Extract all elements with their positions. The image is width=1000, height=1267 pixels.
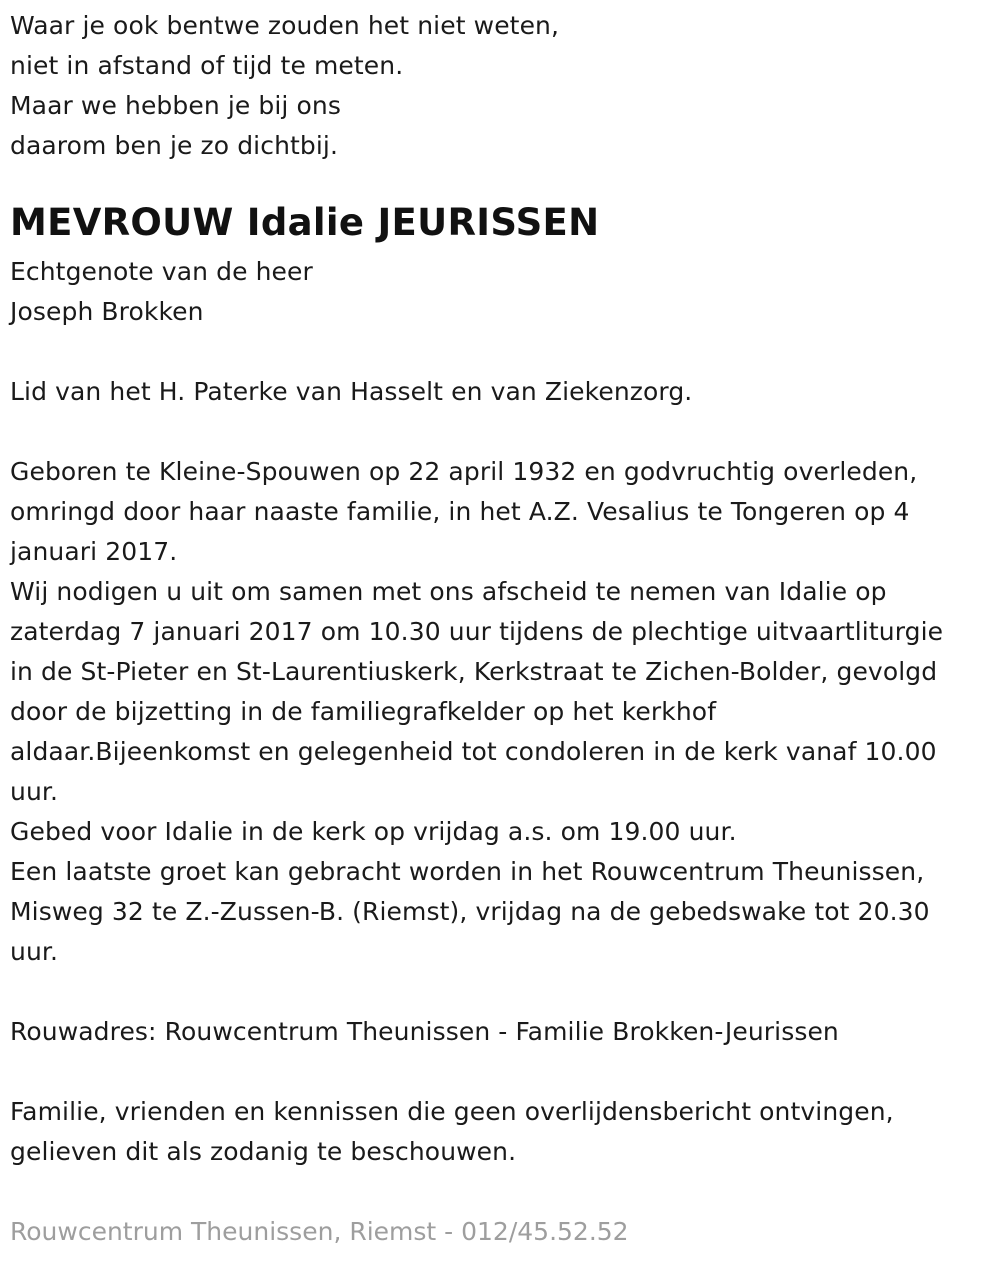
announcement [10,452,990,972]
spacer [10,972,990,1012]
spouse-line: Joseph Brokken [10,297,204,326]
announcement-line: uur. [10,937,59,966]
closing-line: Familie, vrienden en kennissen die geen overlijdensbericht ontvingen, [10,1097,894,1126]
spacer [10,412,990,452]
announcement-line: omringd door haar naaste familie, in het A.Z. Vesalius te Tongeren op 4 [10,497,910,526]
closing-note [10,1092,990,1172]
announcement-line: Een laatste groet kan gebracht worden in het Rouwcentrum Theunissen, [10,857,925,886]
announcement-line: aldaar.Bijeenkomst en gelegenheid tot condoleren in de kerk vanaf 10.00 [10,737,937,766]
announcement-line: Misweg 32 te Z.-Zussen-B. (Riemst), vrijdag na de gebedswake tot 20.30 [10,897,930,926]
announcement-line: januari 2017. [10,537,178,566]
announcement-line: zaterdag 7 januari 2017 om 10.30 uur tijdens de plechtige uitvaartliturgie [10,617,944,646]
announcement-line: Geboren te Kleine-Spouwen op 22 april 1932 en godvruchtig overleden, [10,457,918,486]
announcement-line: uur. [10,777,59,806]
poem-line: daarom ben je zo dichtbij. [10,131,339,160]
mourning-address: Rouwadres: Rouwcentrum Theunissen - Familie Brokken-Jeurissen [10,1017,839,1046]
membership-text: Lid van het H. Paterke van Hasselt en van Ziekenzorg. [10,377,693,406]
spacer [10,332,990,372]
announcement-line: door de bijzetting in de familiegrafkelder op het kerkhof [10,697,717,726]
poem-line: Waar je ook bentwe zouden het niet weten, [10,11,560,40]
closing-line: gelieven dit als zodanig te beschouwen. [10,1137,517,1166]
funeral-home-footer: Rouwcentrum Theunissen, Riemst - 012/45.52.52 [10,1217,629,1246]
announcement-line: Gebed voor Idalie in de kerk op vrijdag a.s. om 19.00 uur. [10,817,737,846]
poem [10,6,990,166]
deceased-name: MEVROUW Idalie JEURISSEN [10,201,600,244]
announcement-line: in de St-Pieter en St-Laurentiuskerk, Kerkstraat te Zichen-Bolder, gevolgd [10,657,938,686]
announcement-line: Wij nodigen u uit om samen met ons afscheid te nemen van Idalie op [10,577,887,606]
poem-line: niet in afstand of tijd te meten. [10,51,404,80]
poem-line: Maar we hebben je bij ons [10,91,341,120]
spouse-line: Echtgenote van de heer [10,257,313,286]
spacer [10,1052,990,1092]
spouse-info [10,252,990,332]
